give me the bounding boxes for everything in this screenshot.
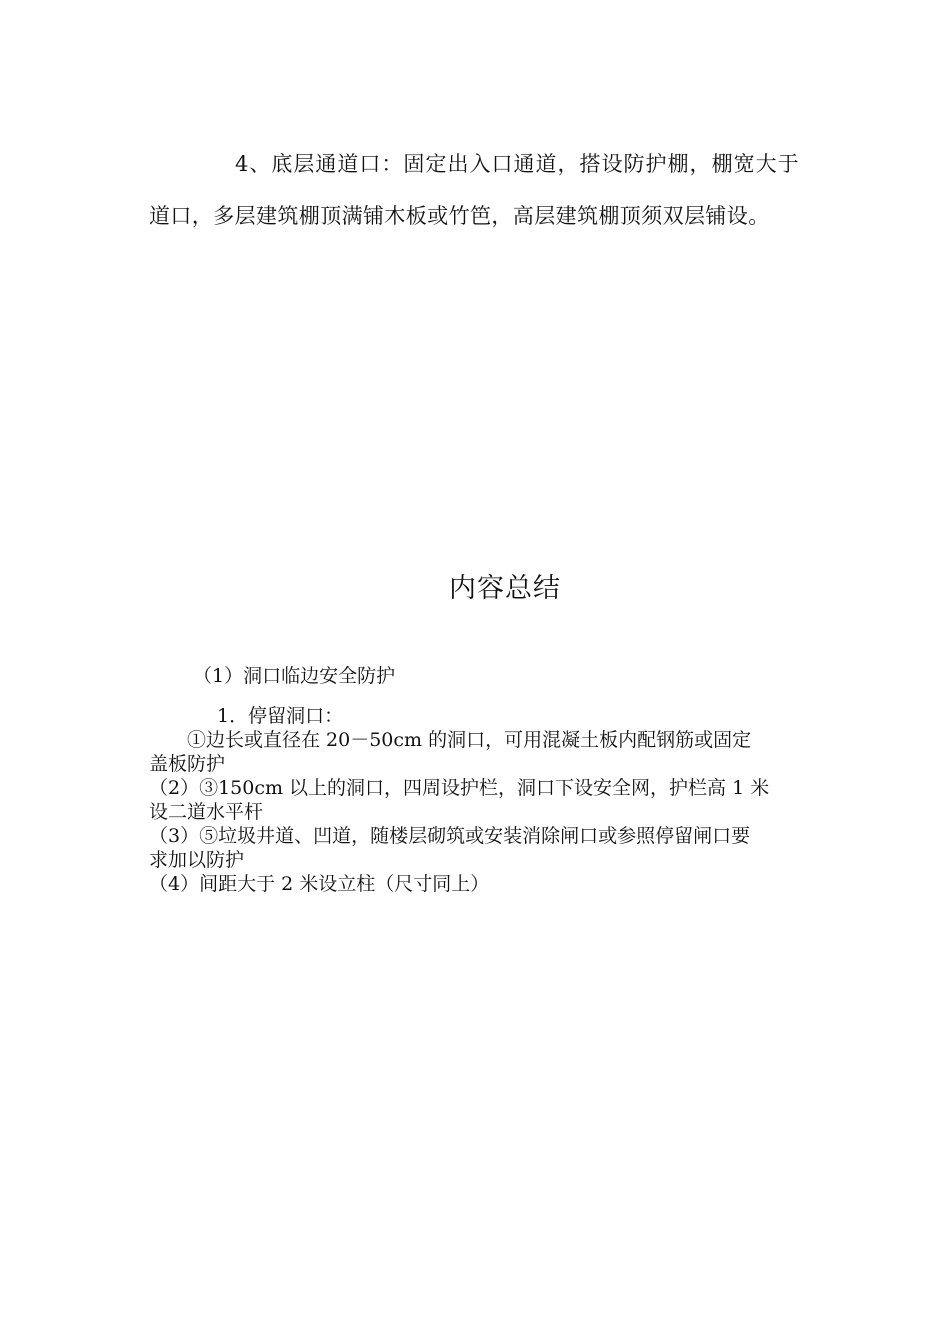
summary-line-heading: （1）洞口临边安全防护 <box>193 665 396 687</box>
summary-line-item-continued: 盖板防护 <box>149 753 226 775</box>
summary-title: 内容总结 <box>449 573 561 604</box>
summary-line-item: （4）间距大于 2 米设立柱（尺寸同上） <box>149 873 490 895</box>
summary-line-item-continued: 求加以防护 <box>149 849 245 871</box>
summary-line-item: ①边长或直径在 20－50cm 的洞口，可用混凝土板内配钢筋或固定 <box>187 729 752 751</box>
summary-line-subheading: 1．停留洞口： <box>217 705 344 727</box>
summary-line-item: （3）⑤垃圾井道、凹道，随楼层砌筑或安装消除闸口或参照停留闸口要 <box>149 825 751 847</box>
passage-access-paragraph: 4、底层通道口：固定出入口通道，搭设防护棚，棚宽大于道口，多层建筑棚顶满铺木板或竹笆，高层建筑棚顶须双层铺设。 <box>149 152 799 228</box>
summary-line-item-continued: 设二道水平杆 <box>149 801 264 823</box>
summary-line-item: （2）③150cm 以上的洞口，四周设护栏，洞口下设安全网，护栏高 1 米 <box>149 777 770 799</box>
summary-body <box>149 664 809 896</box>
